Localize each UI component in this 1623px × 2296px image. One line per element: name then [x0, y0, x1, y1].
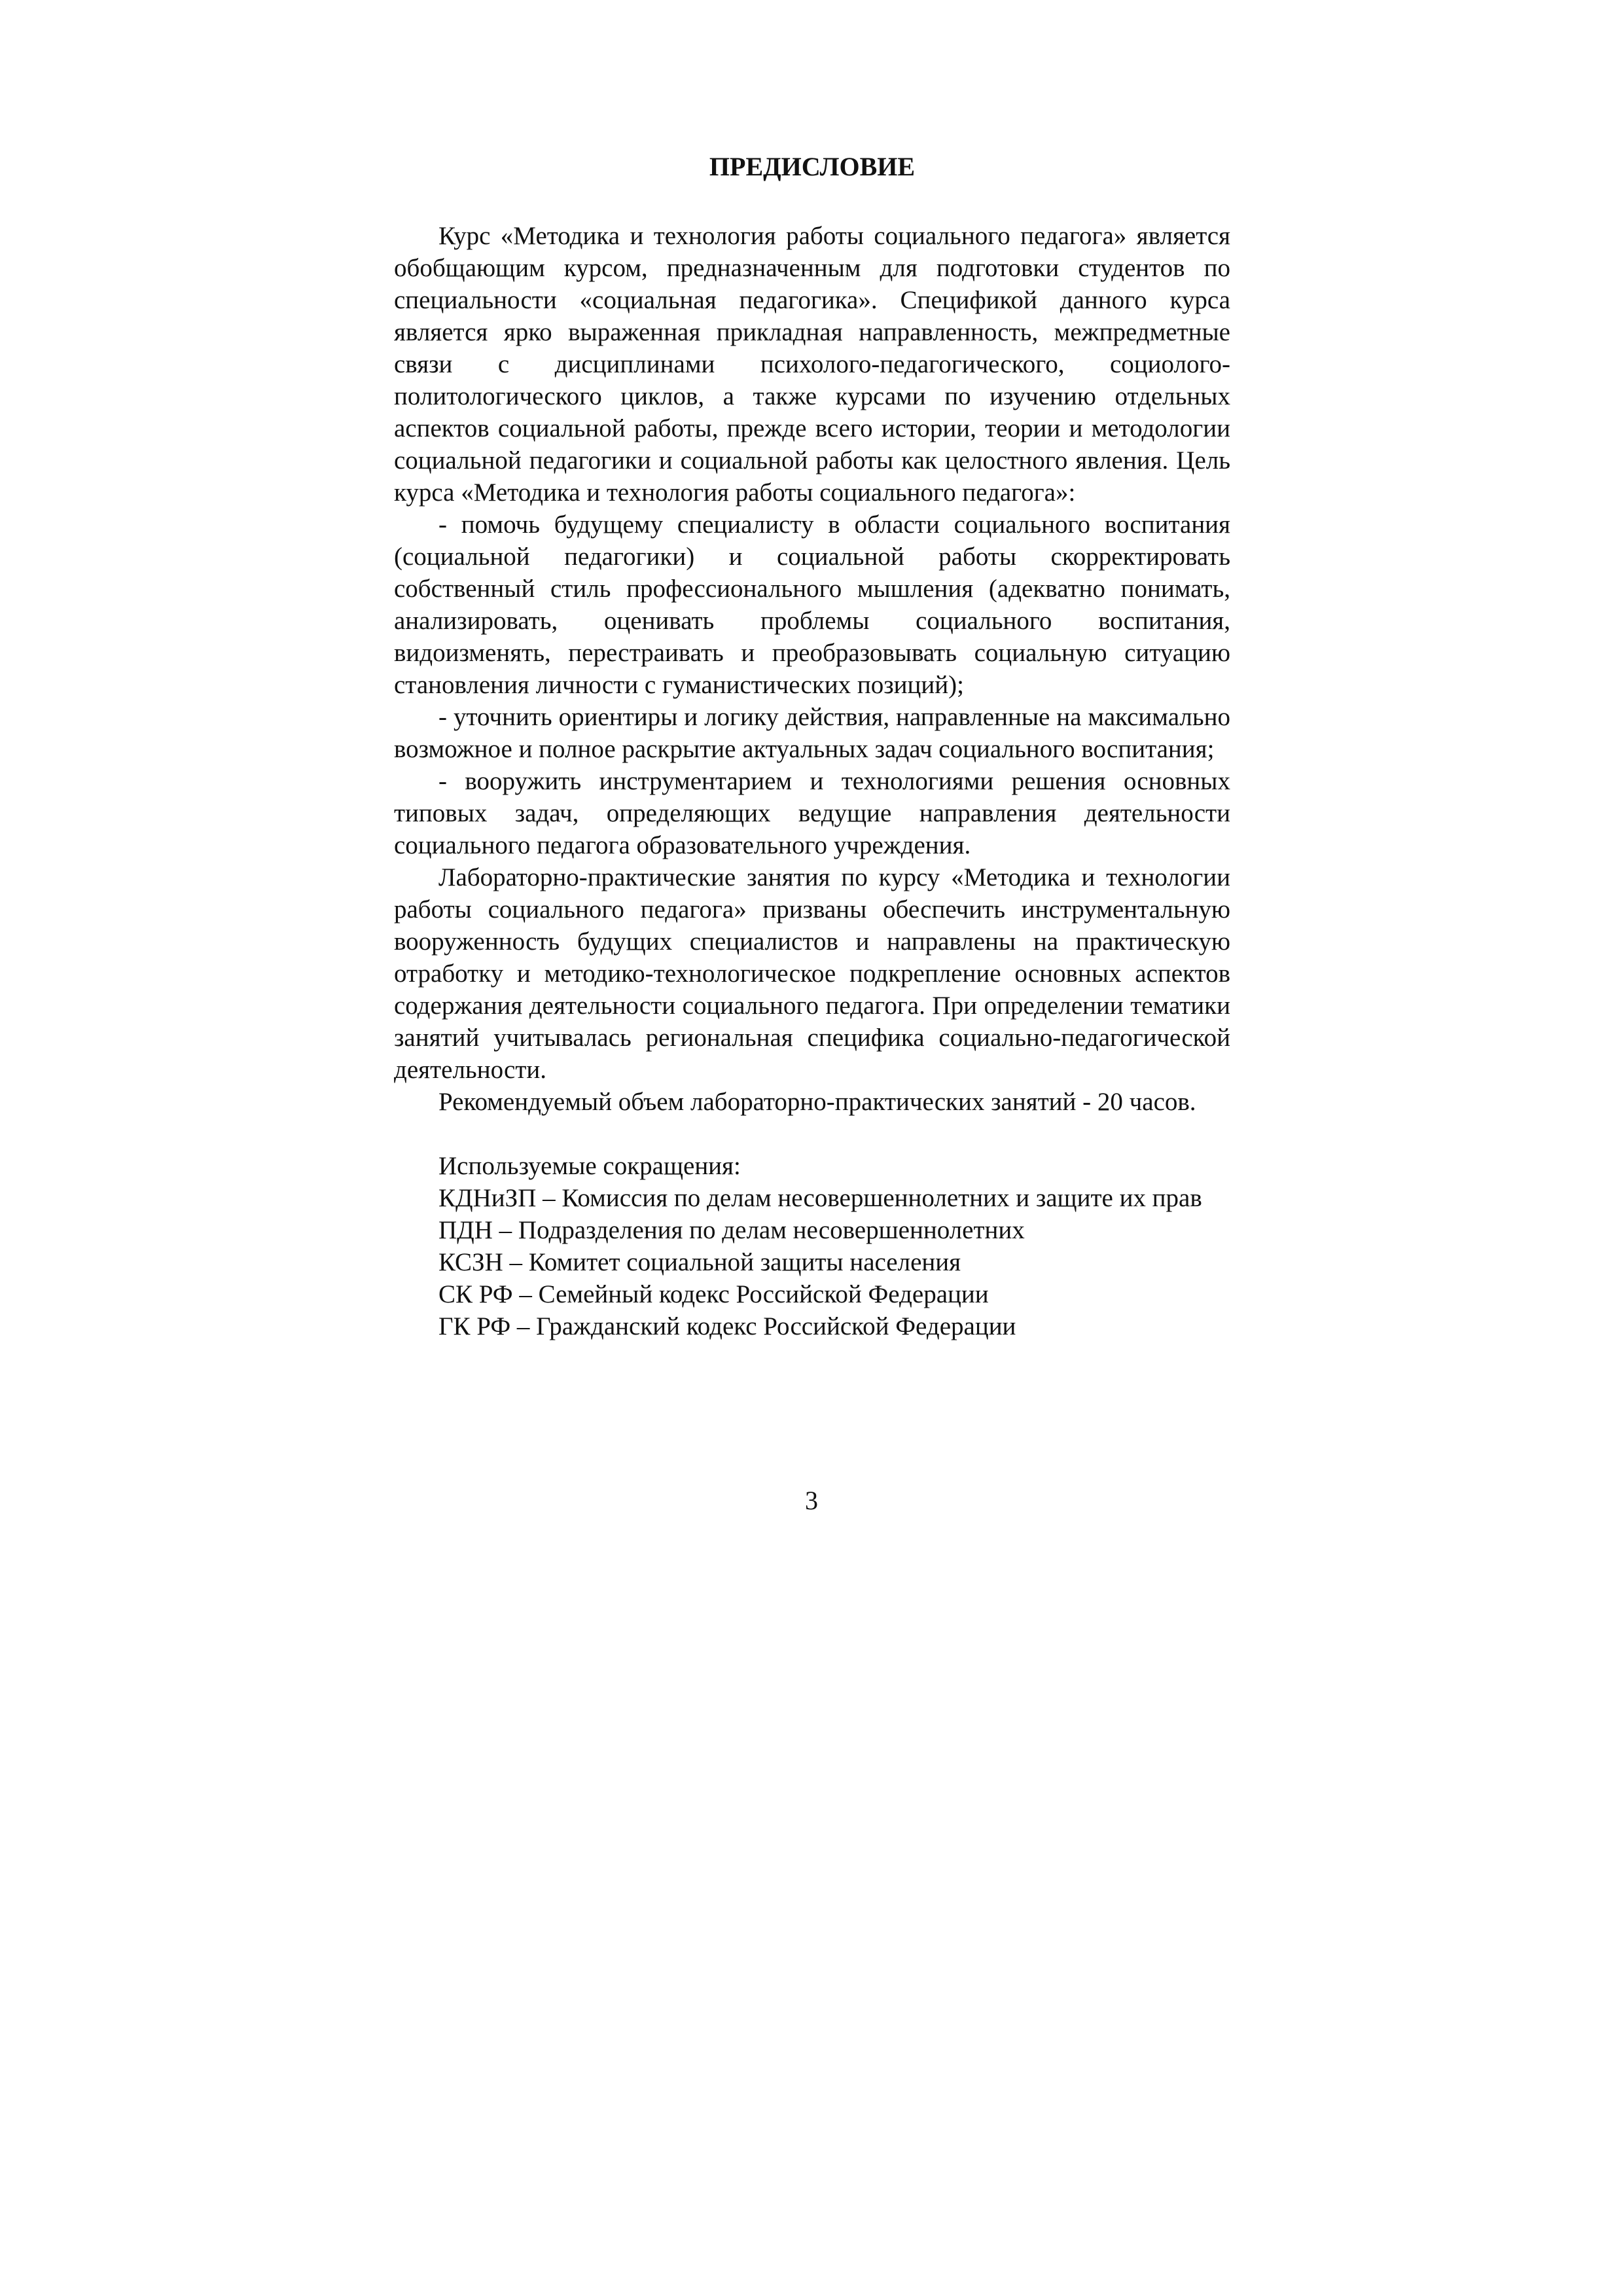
goal-item-2: - уточнить ориентиры и логику действия, направленные на максимально возможное и полное раскрытие актуальных задач социального воспитания; — [394, 703, 1230, 763]
goal-item-1: - помочь будущему специалисту в области социального воспитания (социальной педагогики) и социальной работы скорректировать собственный стиль профессионального мышления (адекватно понимать, анализировать, оценивать проблемы социального воспитания, видоизменять, перестраивать и преобразовывать социальную ситуацию становления личности с гуманистических позиций); — [394, 511, 1230, 699]
abbreviation-item: СК РФ – Семейный кодекс Российской Федерации — [438, 1280, 989, 1308]
page-number: 3 — [805, 1486, 818, 1515]
goal-item-3: - вооружить инструментарием и технологиями решения основных типовых задач, определяющих ведущие направления деятельности социального педагога образовательного учреждения. — [394, 767, 1230, 859]
recommended-hours-paragraph: Рекомендуемый объем лабораторно-практических занятий - 20 часов. — [438, 1088, 1196, 1116]
document-page — [394, 151, 1230, 1342]
lab-practice-paragraph: Лабораторно-практические занятия по курсу «Методика и технологии работы социального педагога» призваны обеспечить инструментальную вооруженность будущих специалистов и направлены на практическую отработку и методико-технологическое подкрепление основных аспектов содержания деятельности социального педагога. При определении тематики занятий учитывалась региональная специфика социально-педагогической деятельности. — [394, 863, 1230, 1084]
abbreviation-item: КСЗН – Комитет социальной защиты населения — [438, 1248, 961, 1276]
abbreviation-item: КДНиЗП – Комиссия по делам несовершеннолетних и защите их прав — [438, 1184, 1202, 1212]
abbreviation-item: ГК РФ – Гражданский кодекс Российской Федерации — [438, 1312, 1016, 1340]
abbreviations-heading: Используемые сокращения: — [438, 1152, 741, 1180]
page-title: ПРЕДИСЛОВИЕ — [709, 152, 916, 181]
intro-paragraph: Курс «Методика и технология работы социального педагога» является обобщающим курсом, предназначенным для подготовки студентов по специальности «социальная педагогика». Спецификой данного курса является ярко выраженная прикладная направленность, межпредметные связи с дисциплинами психолого-педагогического, социолого-политологического циклов, а также курсами по изучению отдельных аспектов социальной работы, прежде всего истории, теории и методологии социальной педагогики и социальной работы как целостного явления. Цель курса «Методика и технология работы социального педагога»: — [394, 222, 1230, 507]
abbreviation-item: ПДН – Подразделения по делам несовершеннолетних — [438, 1216, 1025, 1244]
section-spacer — [394, 1118, 1230, 1150]
